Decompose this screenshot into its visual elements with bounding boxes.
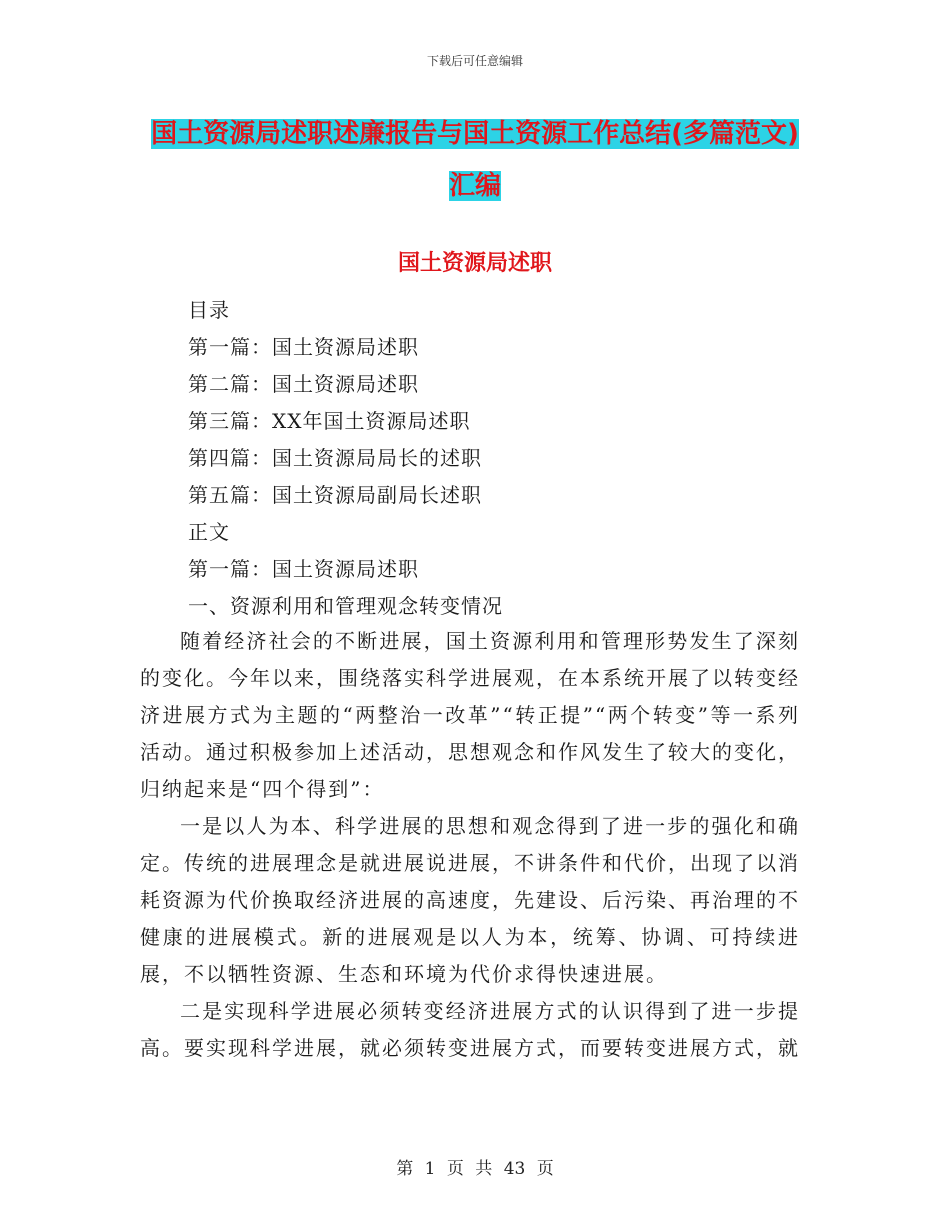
paragraph: 随着经济社会的不断进展，国土资源利用和管理形势发生了深刻的变化。今年以来，围绕落实科学进展观，在本系统开展了以转变经济进展方式为主题的“两整治一改革”“转正提”“两个转变”等一系列活动。通过积极参加上述活动，思想观念和作风发生了较大的变化，归纳起来是“四个得到”： [140,629,800,801]
page-number-footer: 第 1 页 共 43 页 [396,1159,554,1179]
body-heading: 正文 [188,520,230,544]
table-of-contents [188,292,828,625]
header-note: 下载后可任意编辑 [426,54,523,68]
chapter-heading: 第一篇：国土资源局述职 [188,557,419,581]
toc-item: 第一篇：国土资源局述职 [188,335,419,359]
toc-item: 第五篇：国土资源局副局长述职 [188,483,482,507]
toc-heading: 目录 [188,298,230,322]
toc-item: 第四篇：国土资源局局长的述职 [188,446,482,470]
body-text [140,623,800,1067]
paragraph: 二是实现科学进展必须转变经济进展方式的认识得到了进一步提高。要实现科学进展，就必须转变进展方式，而要转变进展方式，就 [140,999,800,1060]
paragraph: 一是以人为本、科学进展的思想和观念得到了进一步的强化和确定。传统的进展理念是就进展说进展，不讲条件和代价，出现了以消耗资源为代价换取经济进展的高速度，先建设、后污染、再治理的不健康的进展模式。新的进展观是以人为本，统筹、协调、可持续进展，不以牺牲资源、生态和环境为代价求得快速进展。 [140,814,800,986]
toc-item: 第二篇：国土资源局述职 [188,372,419,396]
document-title-text: 国土资源局述职述廉报告与国土资源工作总结(多篇范文)汇编 [151,119,799,201]
document-title [140,108,810,212]
section-title: 国土资源局述职 [397,251,552,276]
toc-item: 第三篇：XX年国土资源局述职 [188,409,471,433]
subsection-heading: 一、资源利用和管理观念转变情况 [188,594,503,618]
